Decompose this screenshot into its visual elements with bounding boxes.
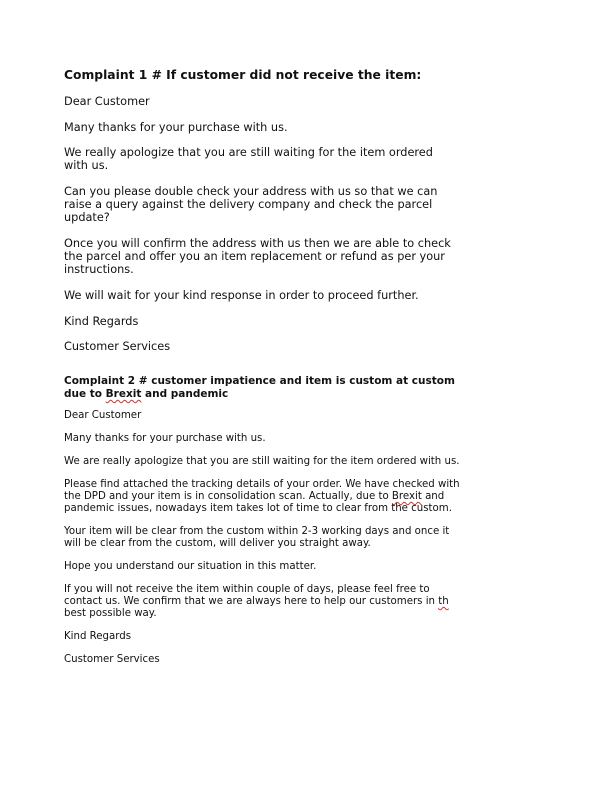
complaint-2-paragraph-3-start: Please find attached the tracking details of your order. We have checked with the DPD and your item is in consolidation scan. Actually, due to <box>64 479 460 502</box>
complaint-1-paragraph-1: Many thanks for your purchase with us. <box>64 120 288 134</box>
complaint-1-paragraph-5: We will wait for your kind response in order to proceed further. <box>64 288 419 302</box>
complaint-2-signature: Customer Services <box>64 654 160 665</box>
complaint-2-closing: Kind Regards <box>64 631 132 642</box>
complaint-1-signature: Customer Services <box>64 340 171 354</box>
complaint-1-section <box>64 68 460 366</box>
complaint-2-title-end: and pandemic <box>141 388 229 400</box>
complaint-1-closing: Kind Regards <box>64 314 139 328</box>
complaint-2-paragraph-3 <box>64 479 460 515</box>
complaint-2-paragraph-6-start: If you will not receive the item within couple of days, please feel free to contact us. We confirm that we are always here to help our customers in <box>64 584 439 607</box>
complaint-2-paragraph-6 <box>64 584 460 620</box>
complaint-2-paragraph-3-end: and pandemic issues, nowadays item takes lot of time to clear from the custom. <box>64 491 452 514</box>
complaint-2-paragraph-2: We are really apologize that you are still waiting for the item ordered with us. <box>64 456 460 467</box>
complaint-1-paragraph-2: We really apologize that you are still waiting for the item ordered with us. <box>64 146 433 173</box>
spellcheck-flagged-word: Brexit <box>391 491 422 502</box>
complaint-2-title-start: Complaint 2 # customer impatience and item is custom at custom due to <box>64 375 455 400</box>
complaint-2-paragraph-5: Hope you understand our situation in this matter. <box>64 561 317 572</box>
complaint-1-greeting: Dear Customer <box>64 95 150 108</box>
complaint-1-paragraph-3: Can you please double check your address with us so that we can raise a query against the delivery company and check the parcel update? <box>64 184 438 225</box>
spellcheck-flagged-word: th <box>438 596 449 607</box>
complaint-2-paragraph-4: Your item will be clear from the custom within 2-3 working days and once it will be clear from the custom, will deliver you straight away. <box>64 526 450 549</box>
spellcheck-flagged-word: Brexit <box>105 388 142 400</box>
complaint-1-title: Complaint 1 # If customer did not receive the item: <box>64 68 422 82</box>
complaint-1-paragraph-4: Once you will confirm the address with us then we are able to check the parcel and offer you an item replacement or refund as per your instructions. <box>64 236 451 277</box>
complaint-2-paragraph-1: Many thanks for your purchase with us. <box>64 433 266 444</box>
complaint-2-title <box>64 375 460 401</box>
complaint-2-greeting: Dear Customer <box>64 410 142 421</box>
complaint-2-section <box>64 375 460 677</box>
complaint-2-paragraph-6-end: best possible way. <box>64 608 157 619</box>
